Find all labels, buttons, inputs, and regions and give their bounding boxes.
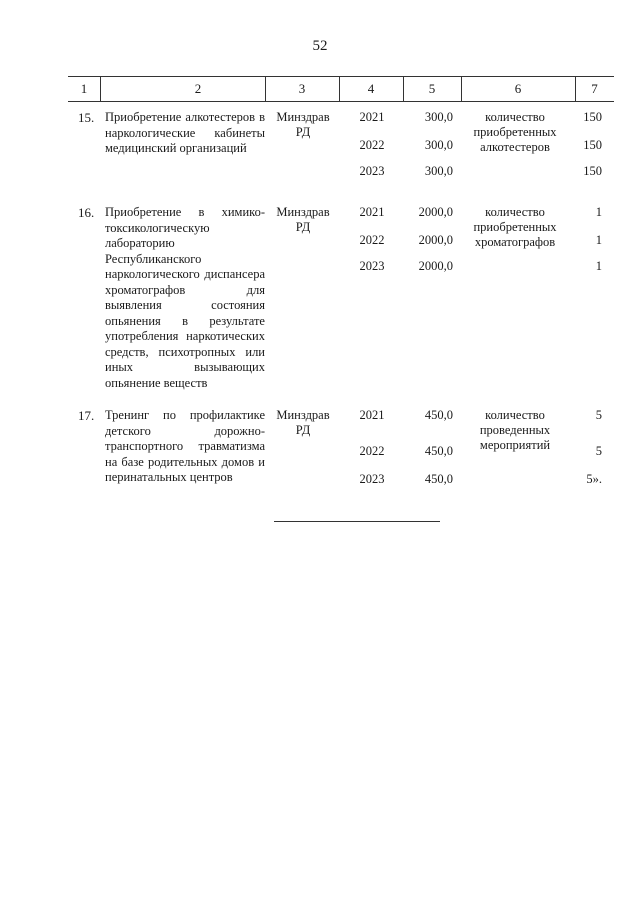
column-header: 1 (80, 81, 88, 96)
row-amount: 2000,0 (418, 259, 453, 273)
page-number: 52 (312, 38, 328, 54)
row-value: 5». (586, 472, 602, 486)
row-year: 2023 (359, 164, 385, 178)
row-executor: Минздрав РД (276, 408, 330, 437)
row-year: 2023 (359, 259, 385, 273)
row-value: 150 (583, 110, 602, 124)
row-description: Приобретение в химико-токсикологическую лабораторию Республиканского наркологического диспансера хроматографов для выявления состояния опьянения в результате употребления наркотических средств, психотропных или иных вызывающих опьянение веществ (105, 205, 265, 390)
column-header: 4 (367, 81, 375, 96)
row-description: Тренинг по профилактике детского дорожно-транспортного травматизма на базе родительных домов и перинатальных центров (105, 408, 265, 484)
row-year: 2022 (359, 233, 385, 247)
row-value: 1 (595, 259, 602, 273)
row-value: 1 (595, 233, 602, 247)
row-year: 2023 (359, 472, 385, 486)
column-header: 5 (428, 81, 436, 96)
row-description: Приобретение алкотестеров в наркологические кабинеты медицинский организаций (105, 110, 265, 155)
row-value: 5 (595, 444, 602, 458)
row-number: 17. (78, 408, 95, 423)
row-value: 150 (583, 138, 602, 152)
row-amount: 450,0 (424, 408, 453, 422)
row-executor: Минздрав РД (276, 110, 330, 139)
row-amount: 300,0 (424, 138, 453, 152)
row-executor: Минздрав РД (276, 205, 330, 234)
row-year: 2021 (359, 205, 385, 219)
row-year: 2022 (359, 138, 385, 152)
row-value: 5 (595, 408, 602, 422)
row-value: 1 (595, 205, 602, 219)
row-amount: 2000,0 (418, 205, 453, 219)
row-year: 2021 (359, 110, 385, 124)
row-indicator: количество приобретенных хроматографов (473, 205, 557, 249)
column-header: 7 (591, 81, 598, 96)
row-value: 150 (583, 164, 602, 178)
row-amount: 300,0 (424, 164, 453, 178)
row-amount: 2000,0 (418, 233, 453, 247)
row-indicator: количество проведенных мероприятий (479, 408, 551, 452)
row-amount: 450,0 (424, 444, 453, 458)
row-amount: 450,0 (424, 472, 453, 486)
row-indicator: количество приобретенных алкотестеров (473, 110, 557, 154)
column-header: 3 (298, 81, 306, 96)
column-header: 2 (194, 81, 202, 96)
column-header: 6 (514, 81, 522, 96)
row-amount: 300,0 (424, 110, 453, 124)
row-year: 2022 (359, 444, 385, 458)
row-number: 16. (78, 205, 95, 220)
row-number: 15. (78, 110, 95, 125)
closing-rule (274, 521, 440, 522)
row-year: 2021 (359, 408, 385, 422)
table-header (68, 76, 614, 102)
